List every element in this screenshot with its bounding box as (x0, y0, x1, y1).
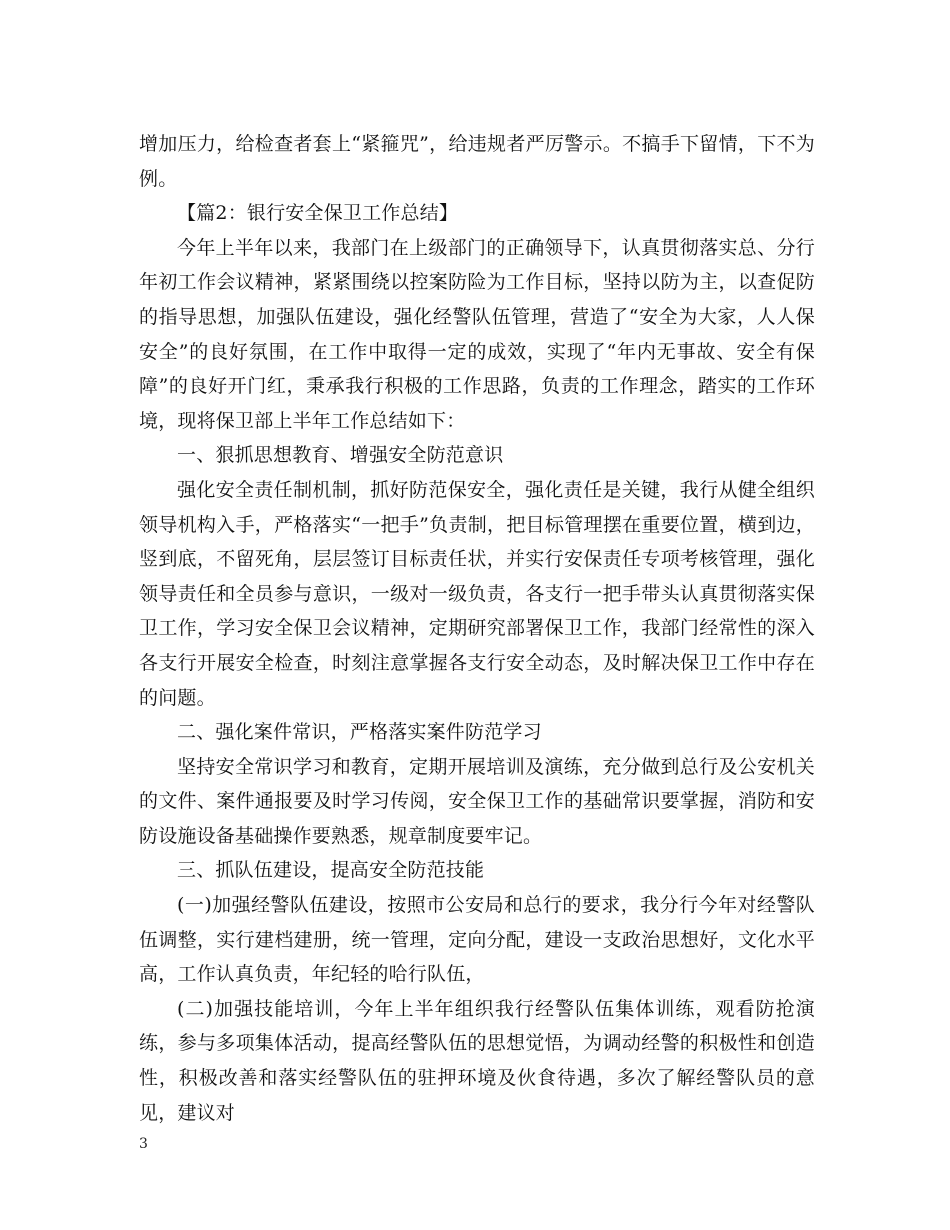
paragraph: 今年上半年以来，我部门在上级部门的正确领导下，认真贯彻落实总、分行年初工作会议精神，紧紧围绕以控案防险为工作目标，坚持以防为主，以查促防的指导思想，加强队伍建设，强化经警队伍管理，营造了“安全为大家，人人保安全”的良好氛围，在工作中取得一定的成效，实现了“年内无事故、安全有保障”的良好开门红，秉承我行积极的工作思路，负责的工作理念，踏实的工作环境，现将保卫部上半年工作总结如下： (139, 236, 815, 432)
paragraph: (二)加强技能培训，今年上半年组织我行经警队伍集体训练，观看防抢演练，参与多项集体活动，提高经警队伍的思想觉悟，为调动经警的积极性和创造性，积极改善和落实经警队伍的驻押环境及伙食待遇，多次了解经警队员的意见，建议对 (139, 997, 815, 1124)
paragraph: 强化安全责任制机制，抓好防范保安全，强化责任是关键，我行从健全组织领导机构入手，严格落实“一把手”负责制，把目标管理摆在重要位置，横到边，竖到底，不留死角，层层签订目标责任状，并实行安保责任专项考核管理，强化领导责任和全员参与意识，一级对一级负责，各支行一把手带头认真贯彻落实保卫工作，学习安全保卫会议精神，定期研究部署保卫工作，我部门经常性的深入各支行开展安全检查，时刻注意掌握各支行安全动态，及时解决保卫工作中存在的问题。 (139, 478, 815, 709)
page-number: 3 (139, 1136, 148, 1152)
paragraph: 坚持安全常识学习和教育，定期开展培训及演练，充分做到总行及公安机关的文件、案件通报要及时学习传阅，安全保卫工作的基础常识要掌握，消防和安防设施设备基础操作要熟悉，规章制度要牢记。 (139, 755, 815, 847)
section-heading: 【篇2：银行安全保卫工作总结】 (177, 202, 459, 225)
section-heading: 二、强化案件常识，严格落实案件防范学习 (177, 721, 542, 744)
section-heading: 三、抓队伍建设，提高安全防范技能 (177, 859, 485, 882)
paragraph: 增加压力，给检查者套上“紧箍咒”，给违规者严厉警示。不搞手下留情，下不为例。 (139, 133, 815, 190)
paragraph: (一)加强经警队伍建设，按照市公安局和总行的要求，我分行今年对经警队伍调整，实行建档建册，统一管理，定向分配，建设一支政治思想好，文化水平高，工作认真负责，年纪轻的哈行队伍， (139, 894, 815, 986)
section-heading: 一、狠抓思想教育、增强安全防范意识 (177, 444, 504, 467)
body-text (139, 127, 815, 1130)
